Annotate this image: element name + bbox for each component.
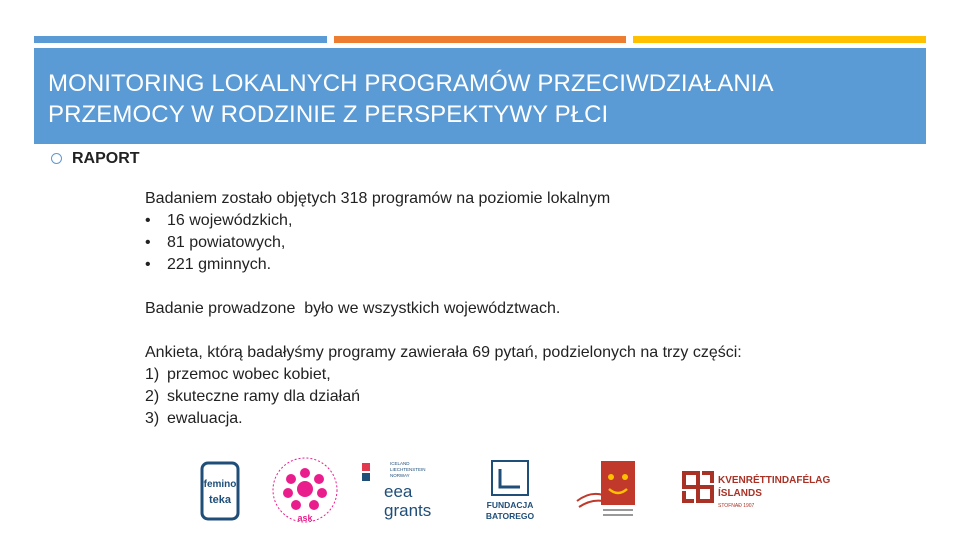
feminoteka-line-2: teka (208, 494, 232, 506)
number-mark: 3) (145, 410, 160, 427)
bullet-mark: • (145, 256, 151, 273)
title-band (34, 48, 926, 144)
kvenrettindafelag-founded: STOFNAÐ 1907 (718, 503, 755, 509)
eea-word: eea (384, 482, 413, 501)
sponsor-logos (190, 455, 840, 525)
list-item (145, 254, 742, 276)
ask-logo (270, 455, 340, 525)
report-body (145, 188, 742, 430)
list-item (145, 408, 742, 430)
ask-label: ask (297, 513, 313, 523)
bullet-mark: • (145, 234, 151, 251)
batory-line-2: BATOREGO (485, 511, 535, 521)
coverage-text: Badanie prowadzone było we wszystkich województwach. (145, 300, 561, 317)
forum-logo (575, 455, 645, 523)
section-label: RAPORT (72, 150, 140, 167)
feminoteka-logo (200, 461, 240, 521)
eea-country-3: NORWAY (390, 473, 410, 478)
eea-grants-logo (360, 459, 450, 521)
circle-bullet-icon (51, 153, 62, 164)
kvenrettindafelag-logo (680, 469, 830, 515)
slide-title-line-2: PRZEMOCY W RODZINIE Z PERSPEKTYWY PŁCI (48, 101, 609, 128)
bullet-mark: • (145, 212, 151, 229)
batory-line-1: FUNDACJA (486, 500, 534, 510)
list-item-text: skuteczne ramy dla działań (167, 388, 360, 405)
intro-text: Badaniem zostało objętych 318 programów na poziomie lokalnym (145, 190, 611, 207)
list-item (145, 386, 742, 408)
list-item-text: 81 powiatowych, (167, 234, 286, 251)
list-item-text: 16 wojewódzkich, (167, 212, 293, 229)
eea-country-2: LIECHTENSTEIN (390, 467, 426, 472)
list-item-text: 221 gminnych. (167, 256, 272, 273)
list-item-text: ewaluacja. (167, 410, 243, 427)
kvenrettindafelag-line-2: ÍSLANDS (718, 488, 762, 499)
accent-bar-orange (334, 36, 626, 43)
eea-country-1: ICELAND (390, 461, 410, 466)
list-item (145, 364, 742, 386)
survey-intro-text: Ankieta, którą badałyśmy programy zawierała 69 pytań, podzielonych na trzy części: (145, 344, 742, 361)
list-item-text: przemoc wobec kobiet, (167, 366, 331, 383)
number-mark: 2) (145, 388, 160, 405)
list-item (145, 210, 742, 232)
accent-bar-yellow (633, 36, 926, 43)
kvenrettindafelag-line-1: KVENRÉTTINDAFÉLAG (718, 475, 830, 486)
number-mark: 1) (145, 366, 160, 383)
feminoteka-line-1: femino (203, 479, 237, 490)
accent-bar-blue (34, 36, 327, 43)
grants-word: grants (384, 501, 432, 520)
fundacja-batorego-logo (480, 459, 540, 521)
list-item (145, 232, 742, 254)
slide-title-line-1: MONITORING LOKALNYCH PROGRAMÓW PRZECIWDZIAŁANIA (48, 70, 774, 97)
